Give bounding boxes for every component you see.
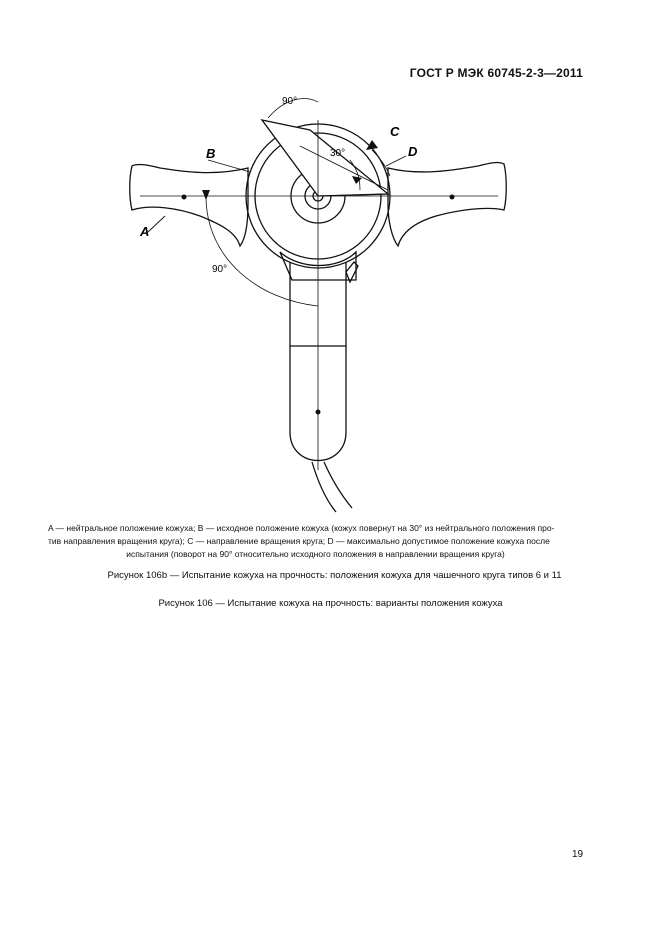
- page-number: 19: [572, 849, 584, 860]
- legend-line-1: A — нейтральное положение кожуха; B — исходное положение кожуха (кожух повернут на 30° из нейтрального положения про-: [48, 523, 555, 533]
- right-handle: [388, 163, 506, 246]
- document-header: ГОСТ Р МЭК 60745-2-3—2011: [409, 66, 583, 80]
- label-angle-top: 90°: [282, 96, 298, 107]
- guard-position-d: [262, 120, 388, 196]
- label-a: A: [140, 224, 150, 239]
- figure-legend: [48, 522, 583, 561]
- figure-caption-106b: Рисунок 106b — Испытание кожуха на прочность: положения кожуха для чашечного круга типов 6 и 11: [107, 570, 562, 581]
- legend-line-3: испытания (поворот на 90° относительно исходного положения в направлении вращения круга): [126, 549, 505, 559]
- label-c: C: [390, 124, 400, 139]
- label-b: B: [206, 146, 216, 161]
- label-angle-bottom: 90°: [212, 264, 228, 275]
- legend-line-2: тив направления вращения круга); C — направление вращения круга; D — максимально допустимое положение кожуха после: [48, 536, 550, 546]
- label-angle-30: 30°: [330, 148, 346, 159]
- figure-caption-106: Рисунок 106 — Испытание кожуха на прочность: варианты положения кожуха: [158, 598, 503, 609]
- label-d: D: [408, 144, 418, 159]
